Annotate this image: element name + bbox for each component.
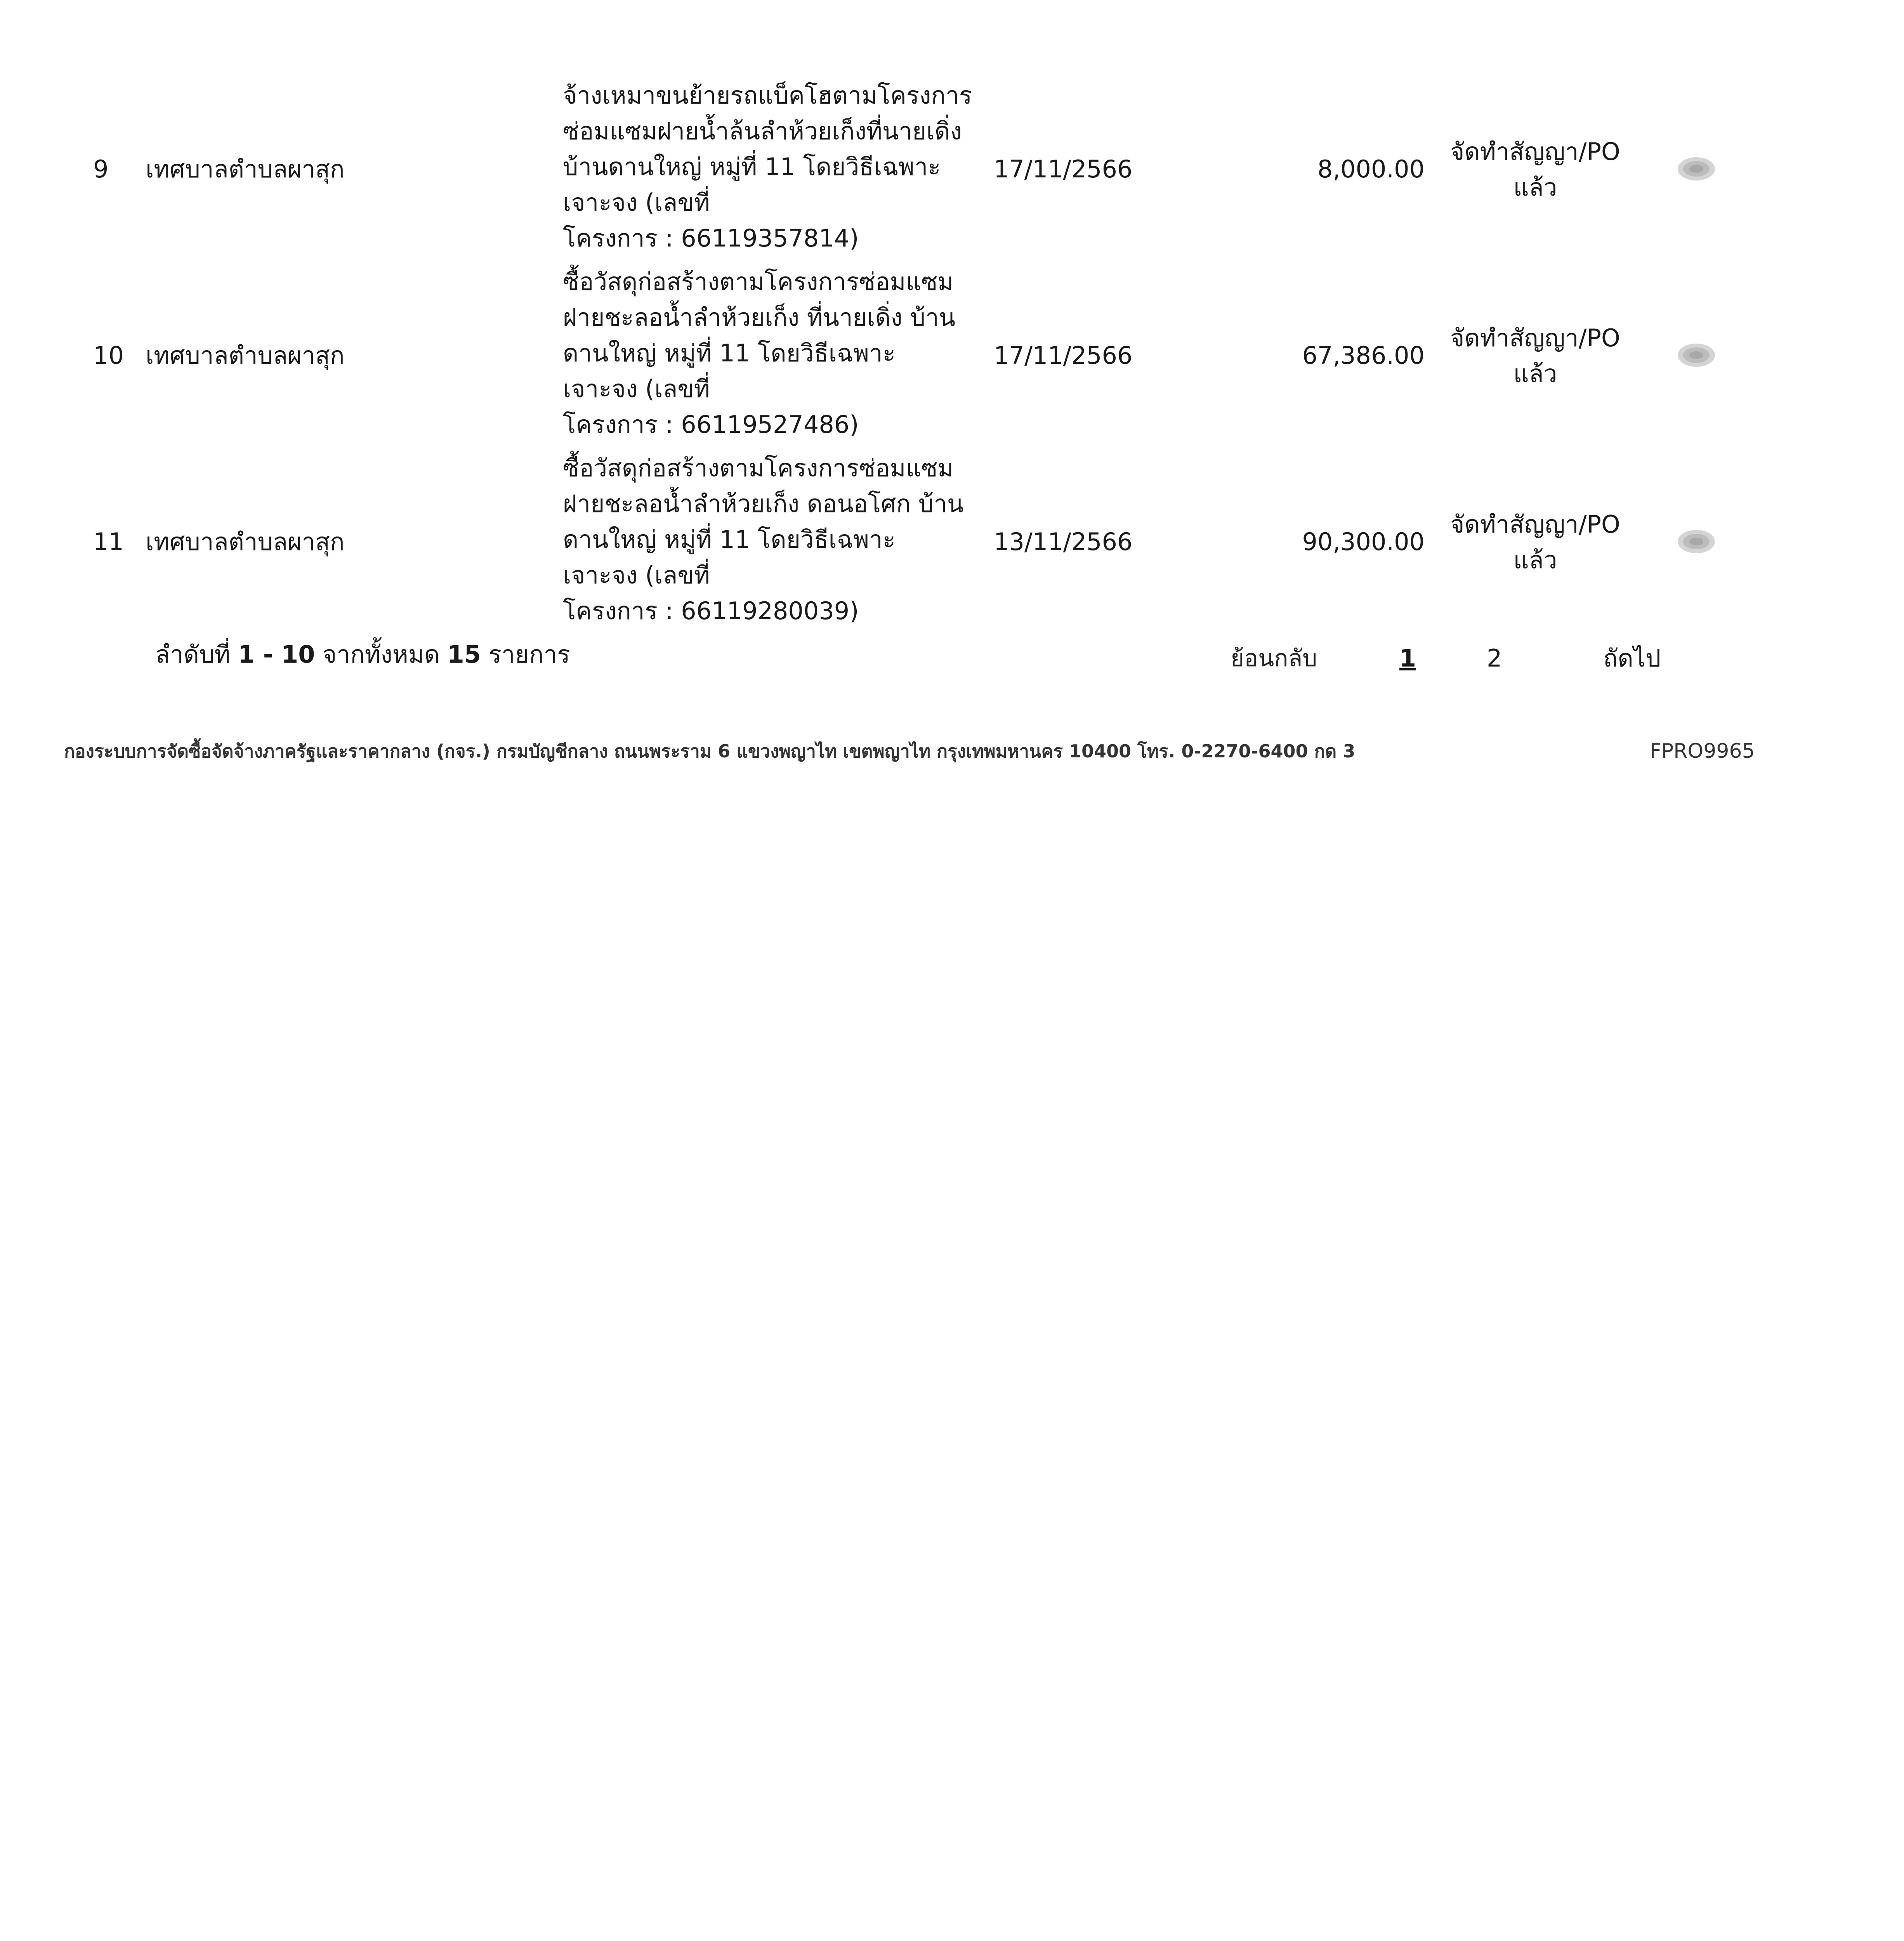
agency-name: เทศบาลตำบลผาสุก — [146, 155, 345, 183]
description-line: โครงการ : 66119357814) — [563, 224, 859, 252]
status-line: จัดทำสัญญา/PO — [1450, 137, 1620, 166]
summary-prefix: ลำดับที่ — [155, 640, 238, 668]
agency-name: เทศบาลตำบลผาสุก — [146, 528, 345, 556]
status-line: แล้ว — [1513, 359, 1557, 388]
description-line: เจาะจง (เลขที่ — [563, 188, 710, 217]
description-line: ซื้อวัสดุก่อสร้างตามโครงการซ่อมแซม — [563, 267, 954, 296]
description-line: เจาะจง (เลขที่ — [563, 375, 710, 403]
result-count-summary — [155, 637, 570, 672]
status-line: แล้ว — [1513, 546, 1557, 574]
project-description — [563, 450, 1009, 629]
summary-total: 15 — [447, 640, 481, 668]
description-line: บ้านดานใหญ่ หมู่ที่ 11 โดยวิธีเฉพาะ — [563, 153, 941, 181]
description-line: โครงการ : 66119527486) — [563, 410, 859, 439]
announcement-date: 13/11/2566 — [994, 528, 1133, 556]
summary-middle: จากทั้งหมด — [315, 640, 448, 668]
description-line: ดานใหญ่ หมู่ที่ 11 โดยวิธีเฉพาะ — [563, 525, 896, 554]
project-description — [563, 264, 1009, 443]
description-line: ดานใหญ่ หมู่ที่ 11 โดยวิธีเฉพาะ — [563, 339, 896, 367]
row-number: 10 — [93, 341, 124, 370]
description-line: เจาะจง (เลขที่ — [563, 561, 710, 589]
row-number: 9 — [93, 155, 109, 183]
status-text — [1448, 134, 1623, 205]
document-stamp-icon[interactable] — [1673, 526, 1720, 557]
project-description — [563, 78, 1009, 256]
document-stamp-icon[interactable] — [1673, 153, 1720, 184]
description-line: ฝายชะลอน้ำลำห้วยเก็ง ที่นายเดิ่ง บ้าน — [563, 303, 956, 332]
status-text — [1448, 507, 1623, 578]
contract-amount: 67,386.00 — [1302, 341, 1425, 370]
description-line: ฝายชะลอน้ำลำห้วยเก็ง ดอนอโศก บ้าน — [563, 490, 964, 518]
document-stamp-icon[interactable] — [1673, 340, 1720, 371]
agency-name: เทศบาลตำบลผาสุก — [146, 341, 345, 370]
description-line: ซ่อมแซมฝายน้ำล้นลำห้วยเก็งที่นายเดิ่ง — [563, 117, 962, 145]
description-line: ซื้อวัสดุก่อสร้างตามโครงการซ่อมแซม — [563, 454, 954, 482]
contract-amount: 8,000.00 — [1317, 155, 1425, 183]
description-line: จ้างเหมาขนย้ายรถแบ็คโฮตามโครงการ — [563, 81, 972, 109]
summary-range: 1 - 10 — [238, 640, 315, 668]
pager-page-2[interactable]: 2 — [1487, 644, 1502, 672]
announcement-date: 17/11/2566 — [994, 341, 1133, 370]
pager-back-link[interactable]: ย้อนกลับ — [1231, 645, 1317, 672]
row-number: 11 — [93, 528, 124, 556]
status-line: จัดทำสัญญา/PO — [1450, 324, 1620, 352]
status-line: แล้ว — [1513, 173, 1557, 201]
pager-page-1[interactable]: 1 — [1399, 644, 1416, 672]
footer-page-code: FPRO9965 — [1650, 740, 1755, 763]
footer-address: กองระบบการจัดซื้อจัดจ้างภาครัฐและราคากลาง (กจร.) กรมบัญชีกลาง ถนนพระราม 6 แขวงพญาไท เขตพญาไท กรุงเทพมหานคร 10400 โทร. 0-2270-6400 กด 3 — [64, 741, 1356, 762]
contract-amount: 90,300.00 — [1302, 528, 1425, 556]
status-text — [1448, 320, 1623, 392]
status-line: จัดทำสัญญา/PO — [1450, 510, 1620, 538]
summary-suffix: รายการ — [481, 640, 570, 668]
announcement-date: 17/11/2566 — [994, 155, 1133, 183]
description-line: โครงการ : 66119280039) — [563, 597, 859, 625]
pager-next-link[interactable]: ถัดไป — [1603, 644, 1661, 672]
